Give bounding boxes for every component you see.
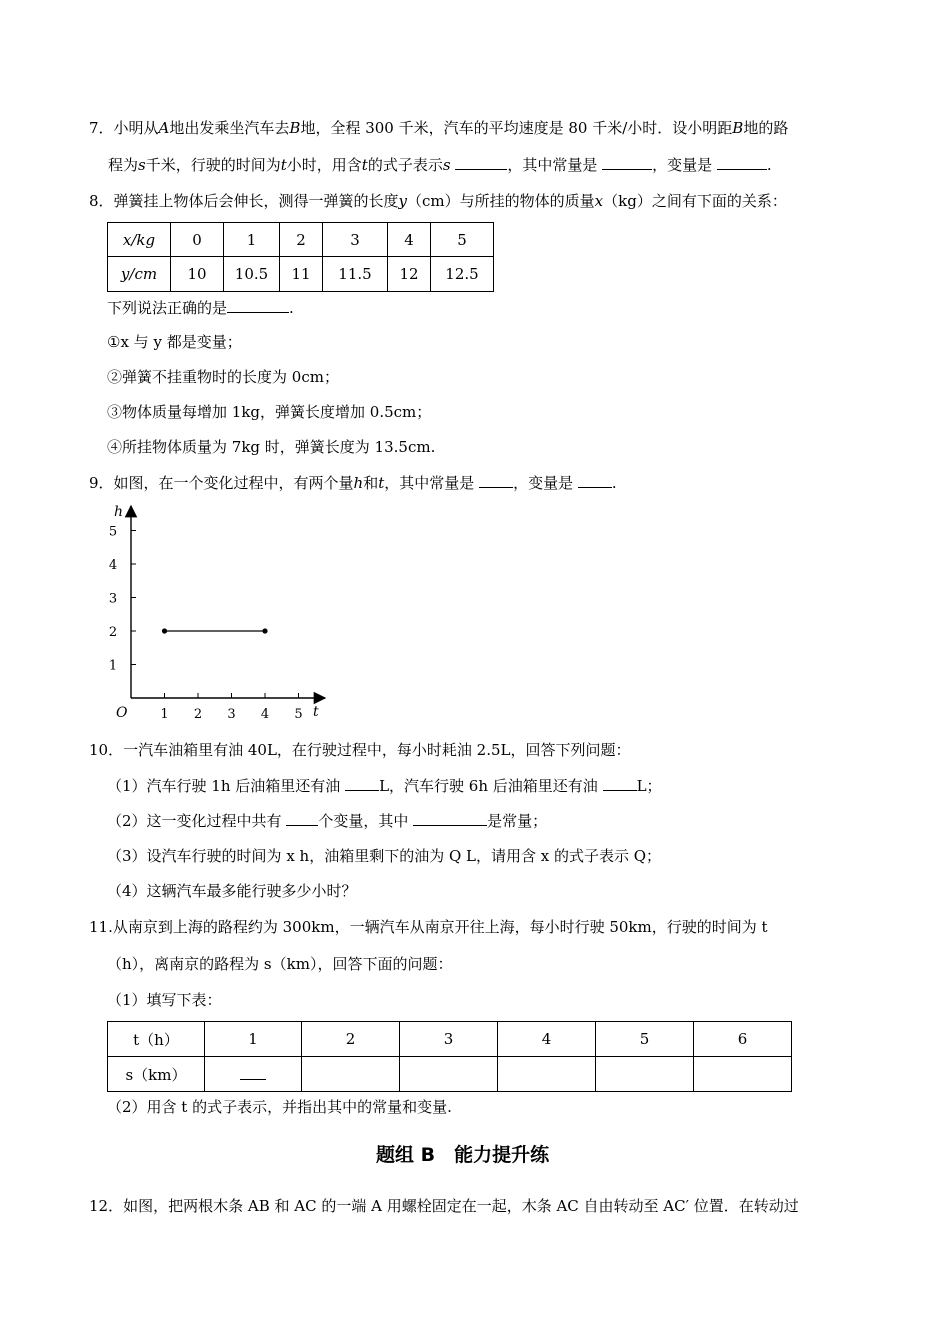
var-B: B bbox=[732, 119, 744, 137]
q8-text: （kg）之间有下面的关系： bbox=[603, 192, 787, 210]
var-t: t bbox=[280, 156, 287, 174]
table-cell: 1 bbox=[205, 1022, 302, 1057]
q9-text: 和 bbox=[363, 474, 379, 492]
answer-blank[interactable] bbox=[240, 1065, 266, 1080]
q9-text: . bbox=[611, 474, 617, 492]
q8-text: 下列说法正确的是 bbox=[107, 299, 228, 317]
answer-blank[interactable] bbox=[413, 811, 487, 826]
answer-blank[interactable] bbox=[717, 155, 767, 170]
x-tick-label: 3 bbox=[227, 707, 236, 722]
q10-text: 是常量； bbox=[487, 812, 548, 830]
var-s: s bbox=[442, 156, 451, 174]
x-tick-label: 2 bbox=[193, 707, 203, 722]
table-header-x: x/kg bbox=[108, 223, 171, 257]
q8-text: （cm）与所挂的物体的质量 bbox=[407, 192, 595, 210]
var-A: A bbox=[158, 119, 170, 137]
q7-text: 的式子表示 bbox=[367, 156, 443, 174]
table-row bbox=[108, 257, 494, 292]
data-point bbox=[262, 628, 267, 633]
option-number: ③ bbox=[107, 403, 123, 421]
y-tick-label: 5 bbox=[108, 524, 118, 540]
y-tick-label: 4 bbox=[108, 558, 118, 573]
q8-option-1 bbox=[107, 332, 242, 352]
var-h: h bbox=[353, 474, 364, 492]
var-t: t bbox=[378, 474, 385, 492]
x-tick-label: 5 bbox=[294, 707, 303, 722]
x-tick-label: 4 bbox=[260, 707, 270, 722]
var-y: y bbox=[398, 192, 408, 210]
table-input-cell[interactable] bbox=[694, 1057, 792, 1092]
q7-line1 bbox=[89, 118, 788, 138]
data-point bbox=[162, 628, 167, 633]
q9-text: ，变量是 bbox=[513, 474, 574, 492]
q9-text: ，其中常量是 bbox=[384, 474, 475, 492]
table-cell: 6 bbox=[694, 1022, 792, 1057]
table-cell: 10.5 bbox=[224, 257, 280, 292]
q7-text: 小时，用含 bbox=[286, 156, 362, 174]
q7-text: 千米，行驶的时间为 bbox=[145, 156, 281, 174]
table-cell: 1 bbox=[224, 223, 280, 257]
q10-part3: （3）设汽车行驶的时间为 x h，油箱里剩下的油为 Q L，请用含 x 的式子表示 Q； bbox=[107, 847, 662, 865]
q10-text: （1）汽车行驶 1h 后油箱里还有油 bbox=[107, 777, 341, 795]
q7-text: ，变量是 bbox=[652, 156, 713, 174]
table-cell: 11.5 bbox=[323, 257, 388, 292]
q7-text: 地出发乘坐汽车去 bbox=[169, 119, 290, 137]
var-x: x bbox=[594, 192, 604, 210]
q10-text: L； bbox=[636, 777, 662, 795]
option-text: 弹簧不挂重物时的长度为 0cm； bbox=[122, 368, 339, 386]
q8-option-2 bbox=[107, 367, 339, 387]
option-number: ② bbox=[107, 368, 123, 386]
q9-line1 bbox=[89, 473, 617, 493]
table-cell: 4 bbox=[498, 1022, 596, 1057]
y-tick-label: 2 bbox=[108, 625, 118, 640]
table-cell: 3 bbox=[323, 223, 388, 257]
option-text: 所挂物体质量为 7kg 时，弹簧长度为 13.5cm. bbox=[122, 438, 436, 456]
q10-part4: （4）这辆汽车最多能行驶多少小时？ bbox=[107, 882, 357, 900]
q10-part2 bbox=[107, 811, 547, 831]
option-number: ① bbox=[107, 333, 121, 351]
answer-blank[interactable] bbox=[227, 298, 289, 313]
q9-text: 9．如图，在一个变化过程中，有两个量 bbox=[89, 474, 354, 492]
section-title: 题组 B 能力提升练 bbox=[376, 1144, 550, 1166]
q11-line1: 11.从南京到上海的路程约为 300km，一辆汽车从南京开往上海，每小时行驶 50km，行驶的时间为 t bbox=[89, 918, 768, 936]
table-cell: 5 bbox=[596, 1022, 694, 1057]
q10-text: L，汽车行驶 6h 后油箱里还有油 bbox=[379, 777, 598, 795]
answer-blank[interactable] bbox=[602, 155, 652, 170]
q7-text: . bbox=[766, 156, 772, 174]
spring-table bbox=[107, 222, 494, 292]
q7-text: ，其中常量是 bbox=[507, 156, 598, 174]
chart-series bbox=[162, 628, 268, 633]
answer-blank[interactable] bbox=[603, 776, 637, 791]
axis-ticks bbox=[109, 525, 303, 723]
table-cell: 3 bbox=[400, 1022, 498, 1057]
q10-part1 bbox=[107, 776, 662, 796]
table-row bbox=[108, 1022, 792, 1057]
table-header-y: y/cm bbox=[108, 257, 171, 292]
q11-part2: （2）用含 t 的式子表示，并指出其中的常量和变量. bbox=[107, 1098, 452, 1116]
q12-line1: 12．如图，把两根木条 AB 和 AC 的一端 A 用螺栓固定在一起，木条 AC 自由转动至 AC′ 位置．在转动过 bbox=[89, 1197, 799, 1215]
option-text: x 与 y 都是变量； bbox=[120, 333, 242, 351]
q7-text: 地，全程 300 千米，汽车的平均速度是 80 千米/小时．设小明距 bbox=[300, 119, 733, 137]
table-row bbox=[108, 1057, 792, 1092]
table-row bbox=[108, 223, 494, 257]
q10-text: （2）这一变化过程中共有 bbox=[107, 812, 282, 830]
q11-line2: （h），离南京的路程为 s（km），回答下面的问题： bbox=[107, 955, 453, 973]
table-header-s: s（km） bbox=[108, 1057, 205, 1092]
table-header-t: t（h） bbox=[108, 1022, 205, 1057]
table-cell: 2 bbox=[280, 223, 323, 257]
q8-line1 bbox=[89, 191, 787, 211]
table-cell: 10 bbox=[171, 257, 224, 292]
answer-blank[interactable] bbox=[578, 473, 612, 488]
table-input-cell[interactable] bbox=[400, 1057, 498, 1092]
y-tick-label: 3 bbox=[108, 591, 118, 607]
var-t: t bbox=[361, 156, 368, 174]
option-text: 物体质量每增加 1kg，弹簧长度增加 0.5cm； bbox=[122, 403, 432, 421]
table-input-cell[interactable] bbox=[205, 1057, 302, 1092]
origin-label: O bbox=[116, 705, 128, 721]
q7-line2 bbox=[108, 155, 772, 175]
table-input-cell[interactable] bbox=[498, 1057, 596, 1092]
q8-prompt bbox=[107, 298, 294, 318]
q8-text: . bbox=[289, 299, 294, 317]
table-input-cell[interactable] bbox=[302, 1057, 400, 1092]
table-cell: 4 bbox=[388, 223, 431, 257]
table-cell: 12.5 bbox=[431, 257, 494, 292]
answer-blank[interactable] bbox=[345, 776, 379, 791]
y-tick-label: 1 bbox=[108, 658, 118, 674]
answer-blank[interactable] bbox=[286, 811, 318, 826]
var-B: B bbox=[289, 119, 301, 137]
table-cell: 2 bbox=[302, 1022, 400, 1057]
q8-text: 8．弹簧挂上物体后会伸长，测得一弹簧的长度 bbox=[89, 192, 399, 210]
q7-text: 程为 bbox=[108, 156, 139, 174]
table-input-cell[interactable] bbox=[596, 1057, 694, 1092]
table-cell: 12 bbox=[388, 257, 431, 292]
q7-text: 地的路 bbox=[743, 119, 789, 137]
answer-blank[interactable] bbox=[479, 473, 513, 488]
table-cell: 0 bbox=[171, 223, 224, 257]
y-axis-label: h bbox=[114, 504, 124, 520]
q8-option-3 bbox=[107, 402, 431, 422]
h-t-graph bbox=[105, 502, 335, 722]
var-s: s bbox=[138, 156, 146, 174]
q11-part1: （1）填写下表： bbox=[107, 991, 222, 1009]
table-cell: 11 bbox=[280, 257, 323, 292]
table-cell: 5 bbox=[431, 223, 494, 257]
q8-option-4 bbox=[107, 437, 435, 457]
distance-table bbox=[107, 1021, 792, 1092]
q7-text: 7．小明从 bbox=[89, 119, 159, 137]
option-number: ④ bbox=[107, 438, 123, 456]
answer-blank[interactable] bbox=[455, 155, 507, 170]
q10-intro: 10．一汽车油箱里有油 40L，在行驶过程中，每小时耗油 2.5L，回答下列问题： bbox=[89, 741, 631, 759]
q10-text: 个变量，其中 bbox=[318, 812, 409, 830]
x-axis-label: t bbox=[313, 704, 319, 720]
x-tick-label: 1 bbox=[160, 707, 169, 722]
